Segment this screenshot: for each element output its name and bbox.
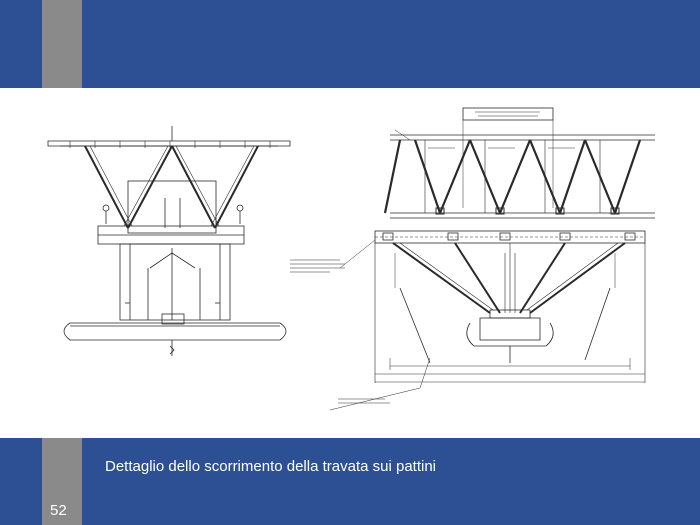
header-accent-strip xyxy=(42,0,82,88)
page-number: 52 xyxy=(50,502,67,519)
cross-section-view xyxy=(48,126,290,356)
footer-band xyxy=(0,438,700,525)
technical-drawing xyxy=(0,88,700,438)
slide-caption: Dettaglio dello scorrimento della travata sui pattini xyxy=(105,458,437,475)
longitudinal-view xyxy=(290,108,655,410)
header-band xyxy=(0,0,700,88)
